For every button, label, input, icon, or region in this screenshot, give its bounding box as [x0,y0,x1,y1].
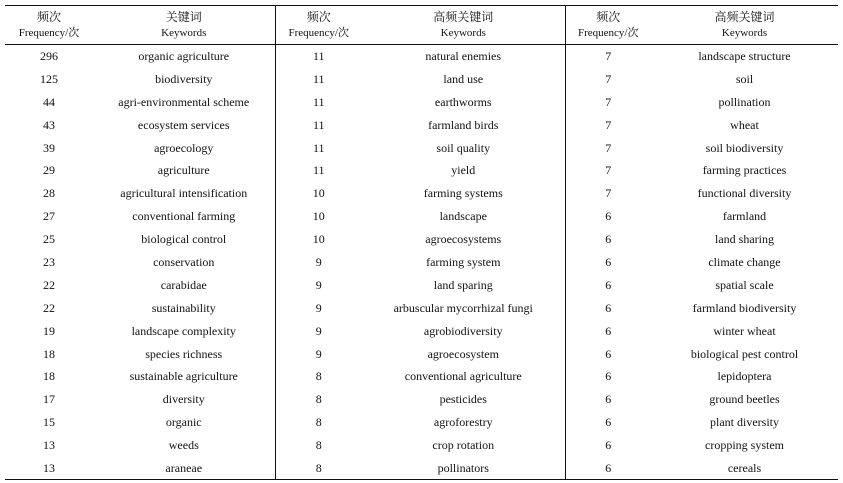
table-row [5,411,838,434]
keyword-cell: agroforestry [433,415,493,430]
table-row [5,251,838,274]
frequency-cell: 7 [565,67,651,90]
table-body [5,45,838,480]
keyword-cell: soil [735,71,754,86]
table-row [5,45,838,68]
header-frequency-2 [275,6,362,45]
header-frequency-en: Frequency/次 [578,27,639,39]
header-keywords-en: Keywords [440,27,486,39]
keyword-cell: land sharing [715,232,774,247]
frequency-cell: 19 [43,323,55,338]
keyword-cell: earthworms [434,94,492,109]
frequency-cell: 13 [43,438,55,453]
keyword-cell: functional diversity [697,186,792,201]
keyword-cell: pesticides [439,392,487,407]
header-frequency-3 [565,6,651,45]
frequency-cell: 7 [565,136,651,159]
frequency-cell: 22 [43,300,55,315]
frequency-cell: 8 [275,411,362,434]
header-frequency-1 [5,6,93,45]
frequency-cell: 8 [275,388,362,411]
table-row [5,182,838,205]
frequency-cell: 11 [275,45,362,68]
table-row [5,319,838,342]
table-row [5,273,838,296]
frequency-cell: 25 [43,232,55,247]
frequency-cell: 7 [565,159,651,182]
frequency-cell: 6 [565,251,651,274]
keyword-cell: farmland birds [428,117,499,132]
keyword-frequency-table [5,5,838,480]
frequency-cell: 6 [565,205,651,228]
frequency-cell: 23 [43,254,55,269]
keyword-cell: wheat [730,117,759,132]
frequency-cell: 6 [565,457,651,480]
frequency-cell: 9 [275,296,362,319]
frequency-cell: 15 [43,415,55,430]
keyword-cell: lepidoptera [717,369,772,384]
keyword-cell: plant diversity [710,415,779,430]
keyword-cell: land sparing [433,277,493,292]
keyword-cell: agrobiodiversity [423,323,503,338]
frequency-cell: 22 [43,277,55,292]
frequency-cell: 18 [43,369,55,384]
table-row [5,434,838,457]
frequency-cell: 6 [565,388,651,411]
frequency-cell: 44 [43,94,55,109]
table-row [5,342,838,365]
keyword-cell: farming systems [423,186,503,201]
keyword-cell: cropping system [705,438,784,453]
table-row [5,67,838,90]
keyword-cell: climate change [708,254,781,269]
table-row [5,457,838,480]
keyword-cell: landscape [439,209,487,224]
frequency-cell: 7 [565,182,651,205]
header-frequency-zh: 频次 [596,10,621,24]
table-row [5,388,838,411]
keyword-cell: landscape structure [698,49,791,64]
frequency-cell: 8 [275,365,362,388]
header-high-freq-keywords-zh: 高频关键词 [433,10,494,24]
keyword-cell: conservation [153,254,215,269]
frequency-cell: 296 [40,49,58,64]
keyword-cell: farmland biodiversity [692,300,797,315]
header-keywords-1 [93,6,275,45]
frequency-cell: 6 [565,365,651,388]
keyword-cell: landscape complexity [131,323,236,338]
keyword-cell: diversity [162,392,205,407]
keyword-cell: cereals [651,457,838,480]
keyword-cell: biological pest control [690,346,799,361]
keyword-cell: winter wheat [713,323,776,338]
frequency-cell: 6 [565,411,651,434]
table-header [5,6,838,45]
table-row [5,90,838,113]
frequency-cell: 17 [43,392,55,407]
frequency-cell: 7 [565,90,651,113]
frequency-cell: 28 [43,186,55,201]
frequency-cell: 6 [565,273,651,296]
frequency-cell: 7 [565,113,651,136]
frequency-cell: 9 [275,251,362,274]
keyword-cell: farmland [722,209,767,224]
table-row [5,296,838,319]
keyword-cell: agroecology [154,140,214,155]
header-frequency-en: Frequency/次 [288,27,349,39]
frequency-cell: 6 [565,434,651,457]
frequency-cell: 10 [275,205,362,228]
keyword-cell: sustainability [151,300,216,315]
keyword-cell: weeds [168,438,199,453]
frequency-cell: 6 [565,319,651,342]
frequency-cell: 125 [40,71,58,86]
header-keywords-en: Keywords [721,27,768,39]
keyword-cell: agri-environmental scheme [118,94,250,109]
keyword-cell: agriculture [157,163,210,178]
keyword-cell: agroecosystem [427,346,499,361]
keyword-cell: species richness [145,346,223,361]
keyword-cell: farming system [426,254,501,269]
keyword-cell: sustainable agriculture [129,369,238,384]
frequency-cell: 27 [43,209,55,224]
keyword-cell: carabidae [160,277,207,292]
frequency-cell: 11 [275,113,362,136]
frequency-cell: 8 [275,457,362,480]
keyword-cell: organic agriculture [138,49,230,64]
keyword-cell: agricultural intensification [120,186,248,201]
header-frequency-zh: 频次 [306,10,331,24]
header-frequency-en: Frequency/次 [18,27,80,39]
keyword-cell: ecosystem services [137,117,230,132]
frequency-cell: 11 [275,159,362,182]
keyword-cell: spatial scale [715,277,774,292]
keyword-cell: pollination [718,94,771,109]
keyword-cell: natural enemies [425,49,502,64]
keyword-cell: ground beetles [709,392,780,407]
header-keywords-3 [651,6,838,45]
keyword-cell: conventional farming [132,209,236,224]
keyword-cell: soil biodiversity [705,140,784,155]
table-row [5,159,838,182]
frequency-cell: 6 [565,296,651,319]
frequency-cell: 8 [275,434,362,457]
keyword-cell: yield [451,163,476,178]
keyword-cell: conventional agriculture [404,369,522,384]
keyword-cell: land use [443,71,484,86]
header-keywords-zh: 关键词 [165,10,202,24]
frequency-cell: 6 [565,228,651,251]
keyword-cell: biodiversity [155,71,213,86]
table-row [5,365,838,388]
header-high-freq-keywords-zh: 高频关键词 [714,10,775,24]
frequency-cell: 9 [275,273,362,296]
keyword-cell: araneae [93,457,275,480]
keyword-cell: arbuscular mycorrhizal fungi [393,300,533,315]
table-row [5,136,838,159]
frequency-cell: 6 [565,342,651,365]
table-row [5,113,838,136]
header-keywords-2 [362,6,565,45]
keyword-cell: agroecosystems [425,232,502,247]
header-keywords-en: Keywords [161,27,207,39]
keyword-cell: organic [165,415,202,430]
table-row [5,205,838,228]
frequency-cell: 10 [275,228,362,251]
header-frequency-zh: 频次 [36,10,61,24]
frequency-cell: 43 [43,117,55,132]
frequency-cell: 39 [43,140,55,155]
keyword-cell: soil quality [436,140,491,155]
frequency-cell: 11 [275,90,362,113]
frequency-cell: 9 [275,342,362,365]
keyword-cell: farming practices [702,163,787,178]
frequency-cell: 10 [275,182,362,205]
frequency-cell: 11 [275,136,362,159]
frequency-cell: 7 [565,45,651,68]
frequency-cell: 11 [275,67,362,90]
keyword-cell: crop rotation [432,438,495,453]
table-row [5,228,838,251]
frequency-cell: 9 [275,319,362,342]
frequency-cell: 13 [5,457,93,480]
frequency-cell: 29 [43,163,55,178]
frequency-cell: 18 [43,346,55,361]
keyword-cell: biological control [141,232,227,247]
keyword-cell: pollinators [362,457,565,480]
